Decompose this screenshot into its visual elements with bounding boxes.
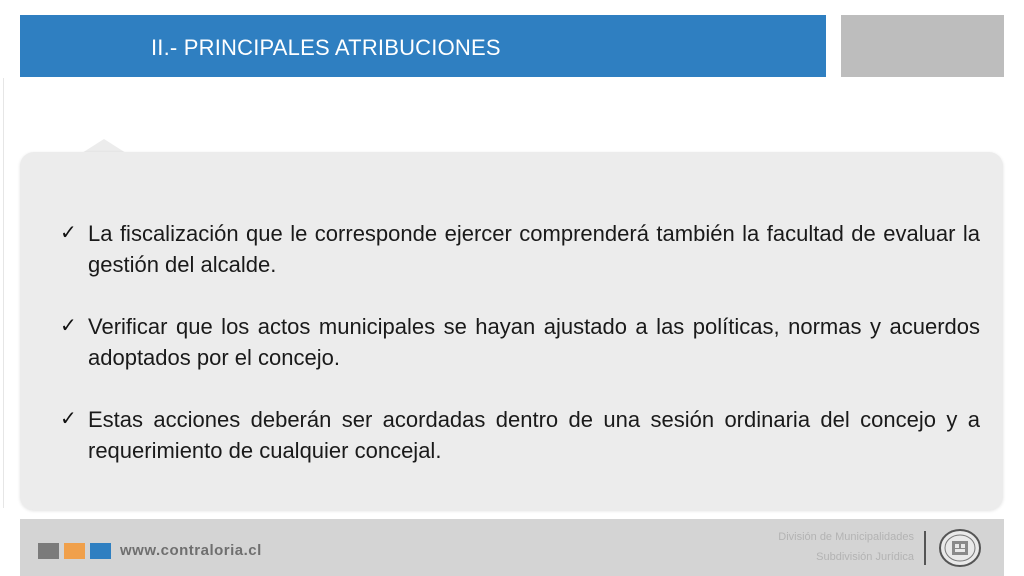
bullet-text: La fiscalización que le corresponde ejercer comprenderá también la facultad de evaluar la gestión del alcalde. — [88, 221, 980, 277]
check-icon: ✓ — [60, 406, 77, 430]
left-divider — [3, 78, 4, 508]
gray-square-icon — [38, 543, 59, 559]
check-icon: ✓ — [60, 313, 77, 337]
bullet-list — [60, 218, 980, 497]
contraloria-seal-icon — [938, 528, 982, 568]
callout-notch — [82, 139, 126, 153]
division-label: División de Municipalidades — [778, 531, 914, 543]
bullet-text: Verificar que los actos municipales se hayan ajustado a las políticas, normas y acuerdos adoptados por el concejo. — [88, 314, 980, 370]
footer-bar — [20, 519, 1004, 576]
bullet-item — [60, 404, 980, 466]
subdivision-label: Subdivisión Jurídica — [816, 551, 914, 563]
orange-square-icon — [64, 543, 85, 559]
check-icon: ✓ — [60, 220, 77, 244]
footer-divider — [924, 531, 926, 565]
slide-title: II.- PRINCIPALES ATRIBUCIONES — [151, 35, 501, 60]
title-bar — [20, 15, 826, 77]
title-accent-block — [841, 15, 1004, 77]
bullet-text: Estas acciones deberán ser acordadas dentro de una sesión ordinaria del concejo y a requerimiento de cualquier concejal. — [88, 407, 980, 463]
blue-square-icon — [90, 543, 111, 559]
bullet-item — [60, 218, 980, 280]
bullet-item — [60, 311, 980, 373]
website-link[interactable]: www.contraloria.cl — [120, 542, 262, 559]
